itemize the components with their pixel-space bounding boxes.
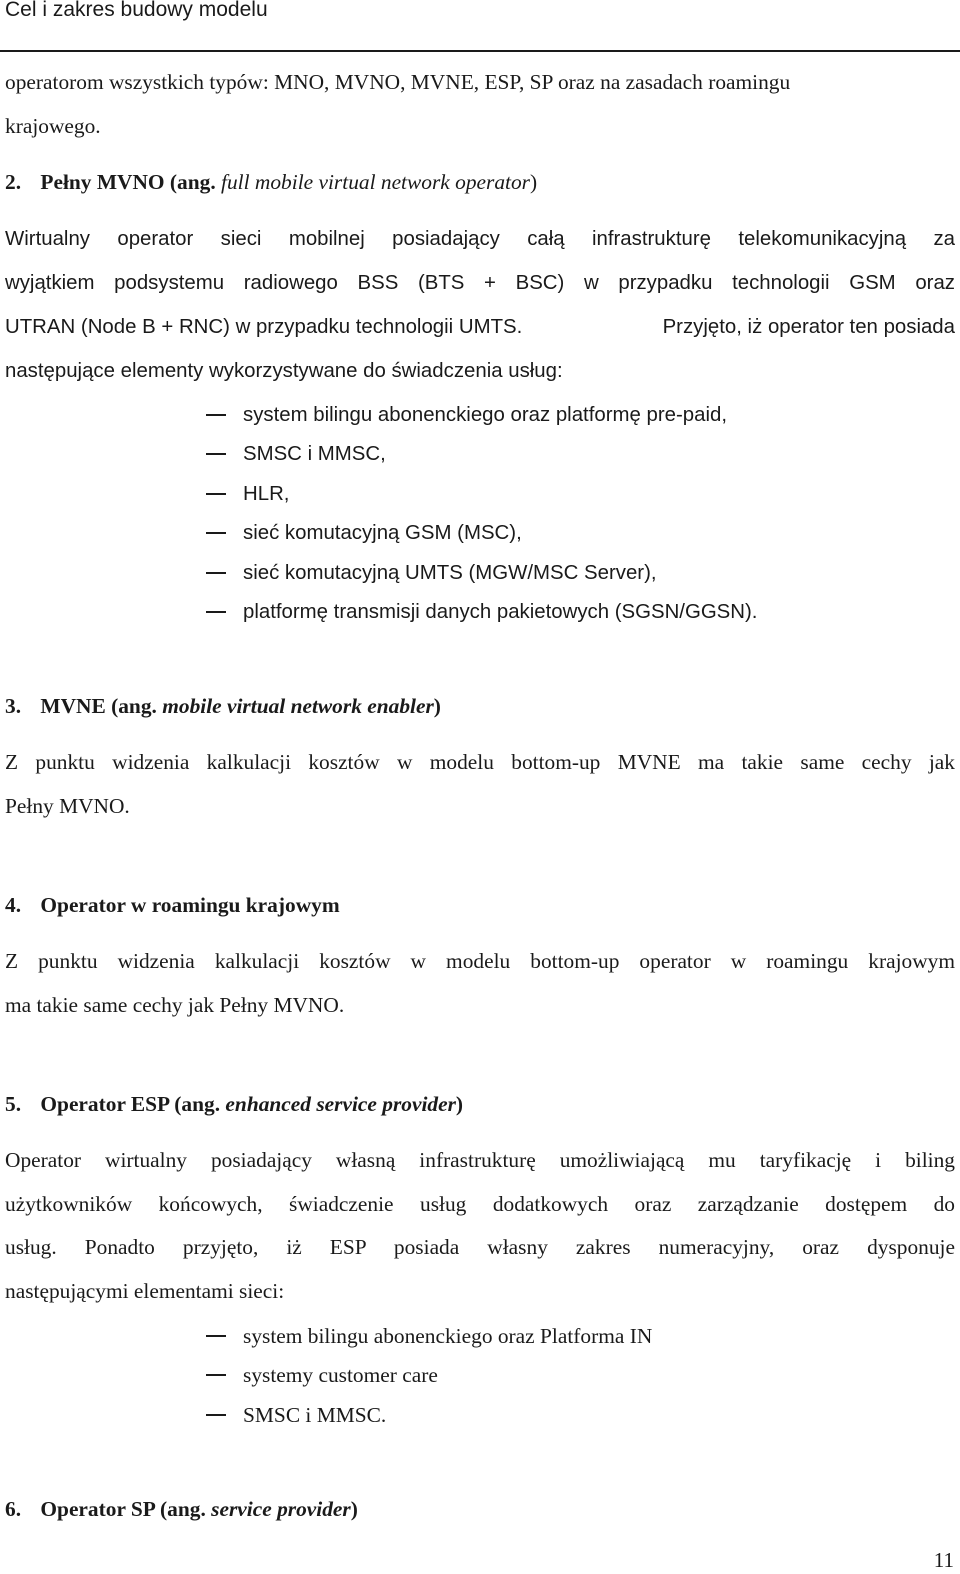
heading-text: Operator w roamingu krajowym — [40, 893, 340, 917]
paragraph-line: ma takie same cechy jak Pełny MVNO. — [5, 993, 345, 1017]
paragraph-line: Pełny MVNO. — [5, 794, 130, 818]
heading-text: MVNE (ang. — [40, 694, 157, 718]
section-heading-5 — [5, 1090, 463, 1118]
list-item: system bilingu abonenckiego oraz Platforma IN — [243, 1324, 653, 1348]
paragraph-line — [5, 313, 955, 341]
paragraph-line: następującymi elementami sieci: — [5, 1279, 285, 1303]
heading-number: 4. — [5, 893, 22, 917]
paragraph-line: wyjątkiem podsystemu radiowego BSS (BTS + BSC) w przypadku technologii GSM oraz — [5, 272, 955, 294]
list-dash — [206, 1374, 226, 1376]
heading-number: 2. — [5, 170, 22, 194]
list-dash — [206, 414, 226, 416]
paragraph-line: Wirtualny operator sieci mobilnej posiadający całą infrastrukturę telekomunikacyjną za — [5, 228, 955, 250]
heading-text: Pełny MVNO (ang. — [40, 170, 216, 194]
list-dash — [206, 611, 226, 613]
paragraph-line: krajowego. — [5, 114, 101, 138]
paragraph-text: UTRAN (Node B + RNC) w przypadku technologii UMTS. — [5, 316, 523, 338]
heading-italic: full mobile virtual network operator — [221, 170, 530, 194]
heading-number: 6. — [5, 1497, 22, 1521]
heading-close: ) — [455, 1092, 464, 1116]
heading-number: 5. — [5, 1092, 22, 1116]
page-header-title: Cel i zakres budowy modelu — [5, 0, 268, 21]
heading-number: 3. — [5, 694, 22, 718]
paragraph-line: Z punktu widzenia kalkulacji kosztów w modelu bottom-up MVNE ma takie same cechy jak — [5, 750, 955, 774]
paragraph-line: Operator wirtualny posiadający własną infrastrukturę umożliwiającą mu taryfikację i biling — [5, 1148, 955, 1172]
paragraph-line: Z punktu widzenia kalkulacji kosztów w modelu bottom-up operator w roamingu krajowym — [5, 949, 955, 973]
list-dash — [206, 532, 226, 534]
list-dash — [206, 1414, 226, 1416]
list-item: systemy customer care — [243, 1363, 438, 1387]
list-item: SMSC i MMSC, — [243, 443, 386, 465]
heading-text: Operator ESP (ang. — [40, 1092, 221, 1116]
list-item: sieć komutacyjną UMTS (MGW/MSC Server), — [243, 562, 657, 584]
section-heading-4 — [5, 891, 340, 919]
heading-close: ) — [350, 1497, 358, 1521]
section-heading-3 — [5, 692, 441, 720]
paragraph-line: usług. Ponadto przyjęto, iż ESP posiada własny zakres numeracyjny, oraz dysponuje — [5, 1235, 955, 1259]
list-item: sieć komutacyjną GSM (MSC), — [243, 522, 522, 544]
heading-italic: enhanced service provider — [225, 1092, 456, 1116]
list-item: system bilingu abonenckiego oraz platformę pre-paid, — [243, 404, 727, 426]
heading-close: ) — [530, 170, 538, 194]
list-item: HLR, — [243, 483, 290, 505]
heading-close: ) — [433, 694, 441, 718]
paragraph-text: operatorom wszystkich typów: MNO, MVNO, MVNE, ESP, SP oraz na zasadach roamingu — [5, 70, 791, 94]
list-item: platformę transmisji danych pakietowych (SGSN/GGSN). — [243, 601, 758, 623]
paragraph-line: następujące elementy wykorzystywane do świadczenia usług: — [5, 360, 563, 382]
header-rule — [0, 50, 960, 52]
heading-italic: mobile virtual network enabler — [162, 694, 434, 718]
heading-italic: service provider — [211, 1497, 351, 1521]
heading-text: Operator SP (ang. — [40, 1497, 206, 1521]
section-heading-2 — [5, 168, 537, 196]
list-dash — [206, 493, 226, 495]
list-dash — [206, 1335, 226, 1337]
paragraph-text: Przyjęto, iż operator ten posiada — [662, 316, 955, 338]
paragraph-line: użytkowników końcowych, świadczenie usług dodatkowych oraz zarządzanie dostępem do — [5, 1192, 955, 1216]
section-heading-6 — [5, 1495, 358, 1523]
list-dash — [206, 453, 226, 455]
list-item: SMSC i MMSC. — [243, 1403, 387, 1427]
list-dash — [206, 572, 226, 574]
paragraph-line — [5, 68, 955, 96]
page-number: 11 — [933, 1548, 954, 1572]
